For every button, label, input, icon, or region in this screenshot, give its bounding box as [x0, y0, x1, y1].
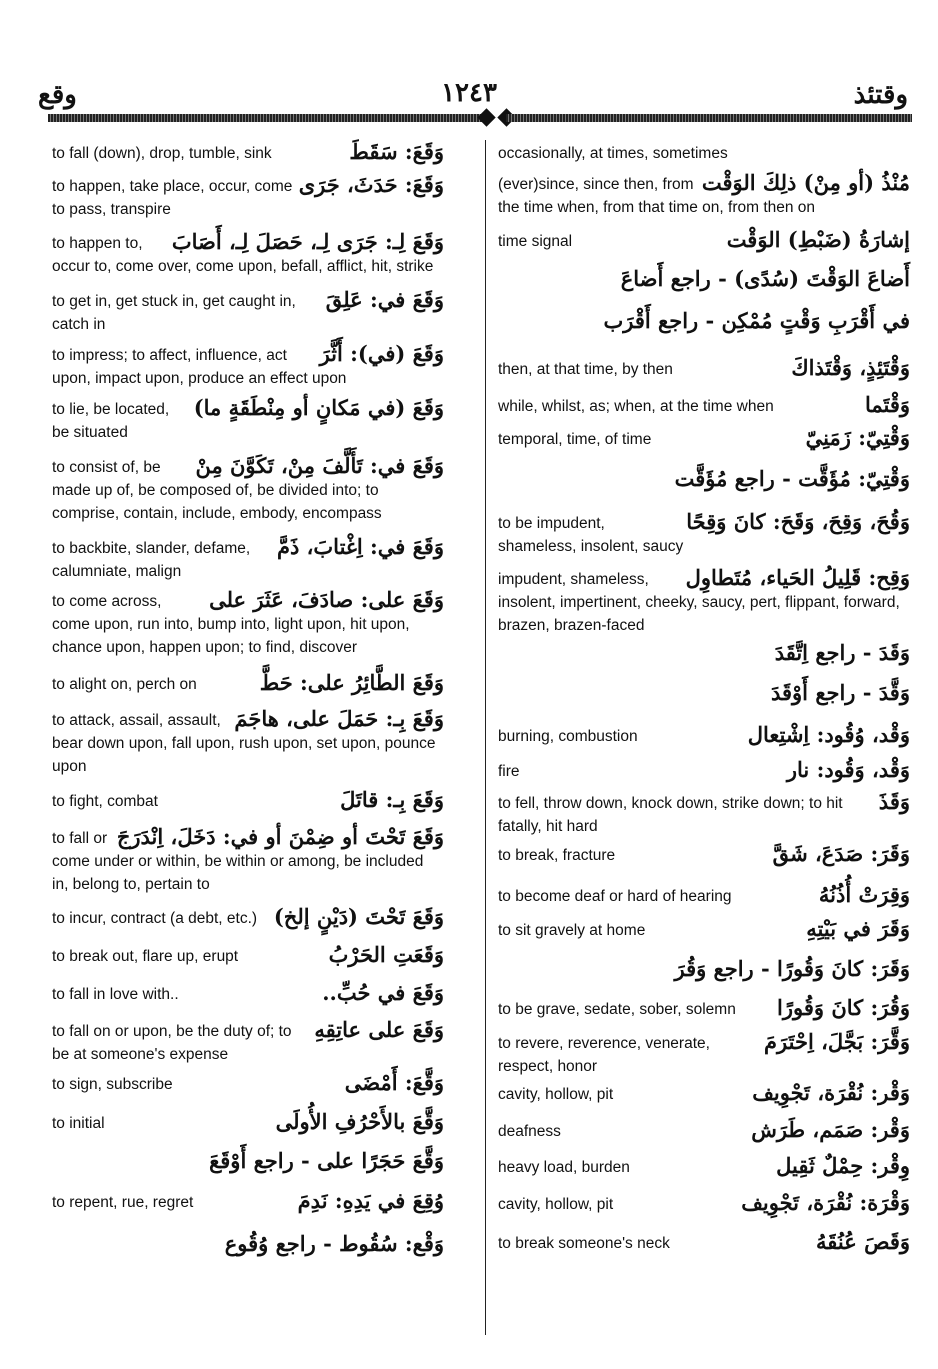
entry — [498, 1029, 910, 1078]
english-definition: to break, fracture — [498, 847, 616, 864]
entry — [52, 1188, 444, 1214]
english-definition: fire — [498, 763, 520, 780]
entry — [52, 453, 444, 525]
arabic-cross-reference: وَقْع: سُقُوط - راجع وُقُوع — [224, 1231, 444, 1256]
english-definition: to be grave, sedate, sober, solemn — [498, 1001, 736, 1018]
entry — [498, 680, 910, 706]
arabic-headword: وَقَعَ في حُبِّ.. — [322, 980, 444, 1005]
english-definition: time signal — [498, 233, 573, 250]
english-definition: temporal, time, of time — [498, 431, 652, 448]
entry — [498, 995, 910, 1021]
entry — [52, 395, 444, 444]
header-rule-left — [48, 114, 488, 122]
english-definition: to impress; to affect, influence, act upon, impact upon, produce an effect upon — [52, 347, 347, 387]
english-definition: to get in, get stuck in, get caught in, catch in — [52, 293, 296, 333]
arabic-headword: وَقَعَ (في مَكانٍ أو مِنْطَقَةٍ ما) — [193, 395, 444, 420]
guide-word-right: وقتئذ — [853, 80, 908, 110]
english-definition: to come across, come upon, run into, bump into, light upon, hit upon, chance upon, happen upon; to find, discover — [52, 593, 410, 656]
english-definition: to sign, subscribe — [52, 1076, 173, 1093]
entry — [52, 341, 444, 390]
arabic-headword: وَقَعَ على عاتِقِهِ — [314, 1017, 444, 1042]
entry — [498, 1117, 910, 1143]
entry — [498, 266, 910, 292]
english-definition: cavity, hollow, pit — [498, 1086, 614, 1103]
english-definition: burning, combustion — [498, 728, 638, 745]
english-definition: (ever)since, since then, from the time when, from that time on, from then on — [498, 176, 816, 216]
arabic-headword: وَقَعَ في: عَلِقَ — [325, 287, 444, 312]
arabic-headword: وُقِعَ في يَدِهِ: نَدِمَ — [297, 1188, 444, 1213]
entry — [498, 1080, 910, 1106]
arabic-headword: وَقَعَ الطَّائِرُ على: حَطَّ — [259, 670, 444, 695]
arabic-headword: وَقْتِيّ: زَمَنِيّ — [805, 425, 910, 450]
entry — [498, 1190, 910, 1216]
english-definition: to fall (down), drop, tumble, sink — [52, 145, 272, 162]
arabic-headword: وَقَعَ في: اِغْتابَ، ذَمَّ — [276, 534, 444, 559]
entry — [52, 1109, 444, 1135]
arabic-headword: وَقَعَ على: صادَفَ، عَثَرَ على — [209, 587, 444, 612]
entry — [52, 1148, 444, 1174]
entry — [498, 509, 910, 558]
entry — [498, 142, 910, 165]
entry — [52, 980, 444, 1006]
english-definition: to break out, flare up, erupt — [52, 948, 239, 965]
entry — [498, 392, 910, 418]
entry — [498, 565, 910, 637]
entry — [498, 227, 910, 253]
entry — [52, 787, 444, 813]
arabic-headword: وَقَذَ — [878, 789, 910, 814]
english-definition: to backbite, slander, defame, calumniate, malign — [52, 540, 251, 580]
arabic-headword: وَقْرَة: نُقْرَة، تَجْوِيف — [741, 1190, 910, 1215]
entry — [52, 942, 444, 968]
entry — [498, 722, 910, 748]
english-definition: to be impudent, shameless, insolent, saucy — [498, 515, 684, 555]
english-definition: to lie, be located, be situated — [52, 401, 170, 441]
arabic-cross-reference: وَقَدَ - راجع اِتَّقَدَ — [774, 640, 910, 665]
arabic-headword: وَقَعَ بِـ: قاتَلَ — [340, 787, 444, 812]
arabic-headword: وَقْتَئِذٍ، وَقْتَذاكَ — [791, 355, 910, 380]
entry — [52, 229, 444, 278]
english-definition: cavity, hollow, pit — [498, 1196, 614, 1213]
entry — [498, 640, 910, 666]
arabic-cross-reference: وَقَّعَ حَجَرًا على - راجع أَوْقَعَ — [209, 1148, 444, 1173]
guide-word-left: وقع — [38, 80, 77, 110]
entry — [498, 882, 910, 908]
entry — [52, 1070, 444, 1096]
english-definition: to repent, rue, regret — [52, 1194, 194, 1211]
entry — [498, 789, 910, 838]
english-definition: to sit gravely at home — [498, 922, 646, 939]
english-definition: to become deaf or hard of hearing — [498, 888, 732, 905]
english-definition: to happen to, occur to, come over, come upon, befall, afflict, hit, strike — [52, 235, 434, 275]
english-definition: impudent, shameless, insolent, impertinent, cheeky, saucy, pert, flippant, forward, brazen, brazen-faced — [498, 571, 900, 634]
arabic-headword: وَقْر: صَمَم، طَرَش — [751, 1117, 910, 1142]
entry — [52, 706, 444, 778]
entry — [498, 425, 910, 451]
english-definition: then, at that time, by then — [498, 361, 673, 378]
entry — [498, 308, 910, 334]
english-definition: to incur, contract (a debt, etc.) — [52, 910, 258, 927]
arabic-headword: وَقَّرَ: بَجَّلَ، اِحْتَرَمَ — [764, 1029, 910, 1054]
english-definition: to fall on or upon, be the duty of; to be at someone's expense — [52, 1023, 292, 1063]
arabic-headword: مُنْذُ (أو مِنْ) ذلِكَ الوَقْت — [701, 170, 910, 195]
entry — [498, 466, 910, 492]
page-number: ١٢٤٣ — [441, 78, 497, 108]
arabic-headword: وَقَعَ بِـ: حَمَلَ على، هاجَمَ — [234, 706, 444, 731]
entry — [52, 670, 444, 696]
entry — [52, 534, 444, 583]
entry — [498, 1153, 910, 1179]
english-definition: to revere, reverence, venerate, respect, honor — [498, 1035, 710, 1075]
arabic-headword: وَقَعَ: حَدَثَ، جَرَى — [298, 172, 444, 197]
english-definition: to attack, assail, assault, bear down upon, fall upon, rush upon, set upon, pounce upon — [52, 712, 436, 775]
english-definition: to fight, combat — [52, 793, 158, 810]
arabic-headword: وَقَعَتِ الحَرْبُ — [328, 942, 444, 967]
english-definition: to initial — [52, 1115, 105, 1132]
arabic-cross-reference: وَقْتِيّ: مُؤَقَّت - راجع مُؤَقَّت — [674, 466, 910, 491]
arabic-headword: وِقْر: حِمْلٌ ثَقِيل — [776, 1153, 910, 1178]
arabic-headword: وَقْد، وُقُود: اِشْتِعال — [747, 722, 910, 747]
english-definition: to fall in love with.. — [52, 986, 179, 1003]
arabic-headword: وَقَعَ تَحْتَ (دَيْنٍ إلخ) — [273, 904, 444, 929]
entry — [52, 139, 444, 165]
english-definition: to fall or come under or within, be within or among, be included in, belong to, pertain to — [52, 830, 424, 893]
english-definition: to alight on, perch on — [52, 676, 197, 693]
arabic-headword: وَقَّعَ: أَمْضَى — [344, 1070, 444, 1095]
entry — [498, 956, 910, 982]
arabic-headword: وَقِرَتْ أُذُنُهُ — [818, 882, 910, 907]
entry — [52, 1017, 444, 1066]
arabic-headword: وَقُرَ: كانَ وَقُورًا — [777, 995, 910, 1020]
rule-ornament-left — [477, 108, 495, 126]
arabic-cross-reference: وَقَّدَ - راجع أَوْقَدَ — [770, 680, 910, 705]
english-definition: heavy load, burden — [498, 1159, 630, 1176]
arabic-headword: وَقَرَ في بَيْتِهِ — [806, 916, 910, 941]
entry — [52, 824, 444, 896]
english-definition: occasionally, at times, sometimes — [498, 145, 728, 162]
arabic-headword: وَقَرَ: صَدَعَ، شَقَّ — [772, 841, 910, 866]
arabic-headword: وَقْر: نُقْرَة، تَجْوِيف — [752, 1080, 910, 1105]
arabic-headword: وَقَعَ تَحْتَ أو ضِمْنَ أو في: دَخَلَ، اِنْدَرَجَ — [116, 824, 444, 849]
entry — [498, 1229, 910, 1255]
entry — [52, 904, 444, 930]
english-definition: to fell, throw down, knock down, strike down; to hit fatally, hit hard — [498, 795, 843, 835]
entry — [52, 172, 444, 221]
arabic-cross-reference: وَقَرَ: كانَ وَقُورًا - راجع وَقُرَ — [674, 956, 910, 981]
arabic-headword: وَقَعَ لِـ: جَرَى لِـ، حَصَلَ لِـ، أَصَابَ — [171, 229, 444, 254]
arabic-headword: وَقْد، وَقُود: نار — [786, 757, 910, 782]
header-rule-right — [506, 114, 912, 122]
arabic-headword: وَقْتَما — [864, 392, 910, 417]
arabic-headword: وَقُحَ، وَقِحَ، وَقَحَ: كانَ وَقِحًا — [686, 509, 910, 534]
entry — [52, 1231, 444, 1257]
arabic-headword: إشارَةُ (ضَبْطِ) الوَقْت — [726, 227, 910, 252]
entry — [52, 287, 444, 336]
english-definition: deafness — [498, 1123, 561, 1140]
entry — [498, 841, 910, 867]
english-definition: to happen, take place, occur, come to pass, transpire — [52, 178, 293, 218]
column-divider — [485, 140, 486, 1335]
entry — [498, 757, 910, 783]
entry — [498, 355, 910, 381]
entry — [52, 587, 444, 659]
entry — [498, 916, 910, 942]
english-definition: while, whilst, as; when, at the time when — [498, 398, 774, 415]
arabic-cross-reference: أَضاعَ الوَقْتَ (سُدًى) - راجع أَضاعَ — [620, 266, 910, 291]
arabic-cross-reference: في أَقْرَبِ وَقْتٍ مُمْكِن - راجع أَقْرَب — [603, 308, 910, 333]
english-definition: to consist of, be made up of, be composed of, be divided into; to comprise, contain, include, embody, encompass — [52, 459, 382, 522]
arabic-headword: وَقَعَ (في): أَثَّرَ — [319, 341, 444, 366]
arabic-headword: وَقَعَ في: تَأَلَّفَ مِنْ، تَكَوَّنَ مِنْ — [195, 453, 444, 478]
arabic-headword: وَقَّعَ بالأَحْرُفِ الأُولَى — [275, 1109, 444, 1134]
arabic-headword: وَقَصَ عُنُقَهُ — [816, 1229, 910, 1254]
entry — [498, 170, 910, 219]
english-definition: to break someone's neck — [498, 1235, 670, 1252]
arabic-headword: وَقِح: قَلِيلُ الحَياء، مُتَطاوِل — [685, 565, 910, 590]
arabic-headword: وَقَعَ: سَقَطَ — [349, 139, 444, 164]
